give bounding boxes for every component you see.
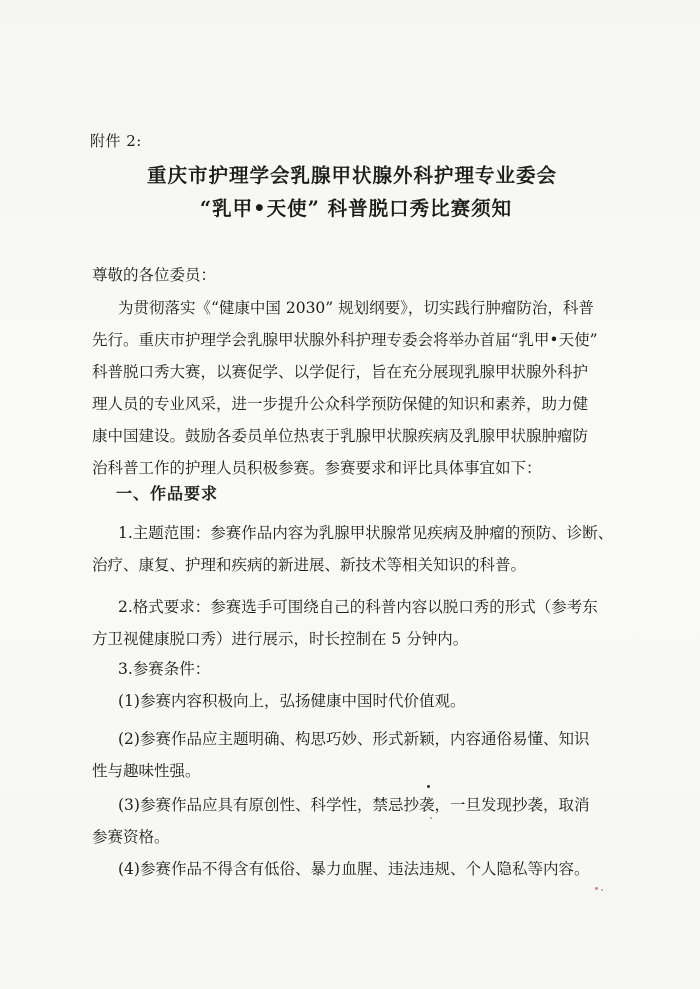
section-heading: 一、作品要求 (116, 484, 219, 503)
body-line: 2.格式要求：参赛选手可围绕自己的科普内容以脱口秀的形式（参考东 (118, 598, 598, 616)
body-line: (1)参赛内容积极向上，弘扬健康中国时代价值观。 (118, 692, 466, 710)
scan-speck (430, 817, 432, 819)
body-line: 参赛资格。 (92, 828, 170, 846)
salutation: 尊敬的各位委员： (92, 266, 217, 284)
body-line: (2)参赛作品应主题明确、构思巧妙、形式新颖，内容通俗易懂、知识 (118, 730, 590, 748)
intro-line: 治科普工作的护理人员积极参赛。参赛要求和评比具体事宜如下： (92, 459, 542, 477)
attachment-label: 附件 2: (90, 132, 142, 150)
intro-line: 科普脱口秀大赛，以赛促学、以学促行，旨在充分展现乳腺甲状腺外科护 (92, 363, 589, 381)
body-line: 1.主题范围：参赛作品内容为乳腺甲状腺常见疾病及肿瘤的预防、诊断、 (118, 524, 614, 542)
body-line: 3.参赛条件： (118, 660, 211, 678)
scan-speck (595, 887, 598, 890)
body-line: (3)参赛作品应具有原创性、科学性，禁忌抄袭，一旦发现抄袭，取消 (118, 796, 590, 814)
body-line: (4)参赛作品不得含有低俗、暴力血腥、违法违规、个人隐私等内容。 (118, 860, 590, 878)
body-line: 性与趣味性强。 (92, 762, 201, 780)
body-line: 治疗、康复、护理和疾病的新进展、新技术等相关知识的科普。 (92, 556, 527, 574)
intro-line: 为贯彻落实《“健康中国 2030” 规划纲要》，切实践行肿瘤防治，科普 (118, 299, 594, 317)
document-title-line-2: “乳甲•天使” 科普脱口秀比赛须知 (199, 197, 513, 220)
scan-speck (601, 889, 603, 891)
body-line: 方卫视健康脱口秀）进行展示，时长控制在 5 分钟内。 (92, 630, 469, 648)
intro-line: 理人员的专业风采，进一步提升公众科学预防保健的知识和素养，助力健 (92, 395, 589, 413)
intro-line: 先行。重庆市护理学会乳腺甲状腺外科护理专委会将举办首届“乳甲•天使” (92, 331, 598, 349)
intro-line: 康中国建设。鼓励各委员单位热衷于乳腺甲状腺疾病及乳腺甲状腺肿瘤防 (92, 427, 589, 445)
document-title-line-1: 重庆市护理学会乳腺甲状腺外科护理专业委会 (146, 164, 557, 187)
scan-speck (427, 785, 430, 788)
